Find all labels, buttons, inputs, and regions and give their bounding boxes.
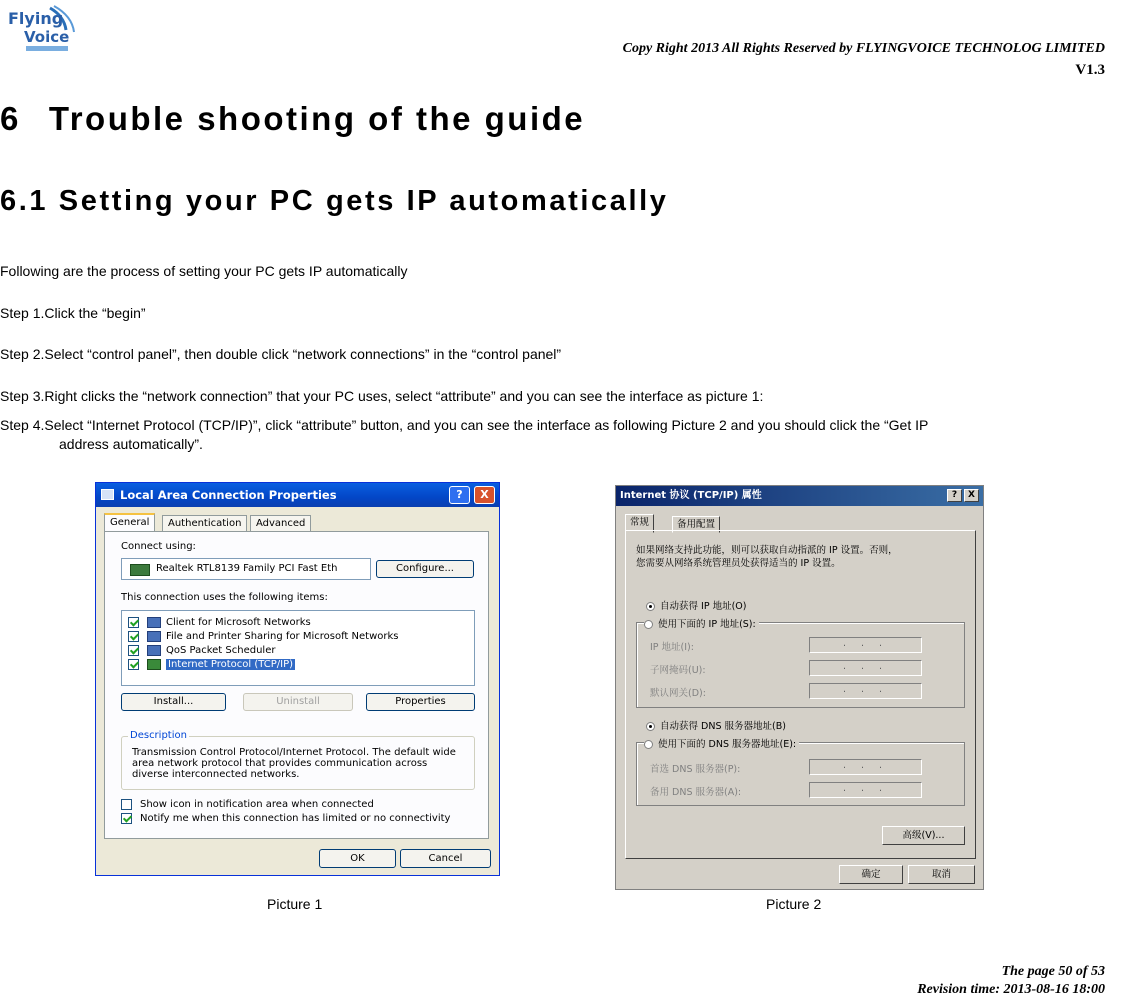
logo-text-flying: Flying (8, 9, 64, 28)
alternate-dns-field[interactable]: . . . (809, 782, 922, 798)
manual-dns-option[interactable] (644, 736, 799, 750)
section-heading (0, 100, 585, 138)
intro-paragraph: Following are the process of setting your PC gets IP automatically (0, 263, 408, 279)
gateway-field[interactable]: . . . (809, 683, 922, 699)
section-title: Trouble shooting of the guide (48, 100, 586, 137)
dialog-title: Local Area Connection Properties (120, 488, 337, 502)
list-item-label-selected: Internet Protocol (TCP/IP) (168, 659, 294, 670)
intro-line-1: 如果网络支持此功能，则可以获取自动指派的 IP 设置。否则， (636, 545, 898, 556)
adapter-field (121, 558, 371, 580)
ok-button[interactable]: OK (319, 849, 396, 868)
show-icon-option[interactable] (121, 798, 374, 812)
alternate-dns-label: 备用 DNS 服务器(A): (650, 787, 742, 798)
tab-alternate-config[interactable]: 备用配置 (672, 516, 720, 533)
subnet-mask-label: 子网掩码(U): (650, 665, 706, 676)
file-sharing-icon (147, 631, 161, 642)
properties-button[interactable]: Properties (366, 693, 475, 711)
list-item-label: QoS Packet Scheduler (166, 645, 276, 656)
ip-address-label: IP 地址(I): (650, 642, 694, 653)
notify-option[interactable] (121, 812, 450, 826)
step-1: Step 1.Click the “begin” (0, 305, 146, 321)
auto-ip-option[interactable] (646, 598, 746, 612)
manual-ip-label: 使用下面的 IP 地址(S): (658, 619, 756, 630)
list-item-label: Client for Microsoft Networks (166, 617, 311, 628)
step-4: Step 4.Select “Internet Protocol (TCP/IP)”, click “attribute” button, and you can see the interface as following Picture 2 and you should click the “Get IP (0, 417, 929, 433)
checkbox-checked[interactable] (128, 659, 139, 670)
ip-address-field[interactable]: . . . (809, 637, 922, 653)
close-button[interactable]: X (964, 489, 979, 502)
close-button[interactable]: X (474, 486, 495, 504)
dialog-titlebar (616, 486, 983, 506)
list-item[interactable] (128, 658, 295, 672)
page-number: The page 50 of 53 (1001, 964, 1105, 979)
ok-button[interactable]: 确定 (839, 865, 903, 884)
manual-dns-label: 使用下面的 DNS 服务器地址(E): (658, 739, 797, 750)
checkbox-checked[interactable] (128, 631, 139, 642)
step-3: Step 3.Right clicks the “network connection” that your PC uses, select “attribute” and you can see the interface as picture 1: (0, 388, 764, 404)
dialog-titlebar (96, 483, 499, 507)
adapter-name: Realtek RTL8139 Family PCI Fast Eth (156, 563, 338, 574)
tab-authentication[interactable]: Authentication (162, 515, 247, 531)
advanced-button[interactable]: 高级(V)... (882, 826, 965, 845)
auto-ip-label: 自动获得 IP 地址(O) (660, 601, 747, 612)
logo-text-voice: Voice (24, 28, 70, 46)
scheduler-icon (147, 645, 161, 656)
uninstall-button[interactable]: Uninstall (243, 693, 353, 711)
notify-label: Notify me when this connection has limited or no connectivity (140, 813, 451, 824)
list-item[interactable] (128, 644, 275, 658)
list-item-label: File and Printer Sharing for Microsoft Networks (166, 631, 399, 642)
description-text: Transmission Control Protocol/Internet Protocol. The default wide area network protocol that provides communication across diverse interconnected networks. (132, 747, 456, 780)
section-number: 6 (0, 100, 21, 137)
description-label: Description (130, 730, 187, 741)
picture-2-tcpip-properties-dialog (615, 485, 984, 890)
document-version: V1.3 (1075, 62, 1105, 78)
install-button[interactable]: Install... (121, 693, 226, 711)
network-icon (101, 489, 114, 500)
manual-ip-option[interactable] (644, 616, 759, 630)
picture-2-caption: Picture 2 (766, 896, 822, 912)
checkbox-checked[interactable] (121, 813, 132, 824)
gateway-label: 默认网关(D): (650, 688, 706, 699)
radio-unselected[interactable] (644, 620, 653, 629)
help-button[interactable]: ? (449, 486, 470, 504)
radio-selected[interactable] (646, 602, 655, 611)
radio-unselected[interactable] (644, 740, 653, 749)
general-tab-panel (625, 530, 976, 859)
radio-selected[interactable] (646, 722, 655, 731)
cancel-button[interactable]: 取消 (908, 865, 975, 884)
checkbox-checked[interactable] (128, 645, 139, 656)
preferred-dns-field[interactable]: . . . (809, 759, 922, 775)
configure-button[interactable]: Configure... (376, 560, 474, 578)
client-icon (147, 617, 161, 628)
cancel-button[interactable]: Cancel (400, 849, 491, 868)
checkbox-checked[interactable] (128, 617, 139, 628)
help-button[interactable]: ? (947, 489, 962, 502)
intro-line-2: 您需要从网络系统管理员处获得适当的 IP 设置。 (636, 558, 841, 569)
general-tab-panel (104, 531, 489, 839)
component-list (121, 610, 475, 686)
show-icon-label: Show icon in notification area when connected (140, 799, 374, 810)
auto-dns-option[interactable] (646, 718, 786, 732)
picture-1-caption: Picture 1 (267, 896, 323, 912)
revision-time: Revision time: 2013-08-16 18:00 (917, 982, 1105, 997)
list-item[interactable] (128, 616, 311, 630)
protocol-icon (147, 659, 161, 670)
copyright-notice: Copy Right 2013 All Rights Reserved by FLYINGVOICE TECHNOLOG LIMITED (622, 41, 1105, 56)
auto-dns-label: 自动获得 DNS 服务器地址(B) (660, 721, 786, 732)
subsection-heading: 6.1 Setting your PC gets IP automatically (0, 185, 669, 217)
tab-advanced[interactable]: Advanced (250, 515, 311, 531)
flyingvoice-logo (6, 4, 76, 56)
description-group (121, 730, 475, 790)
network-card-icon (130, 564, 150, 576)
checkbox-unchecked[interactable] (121, 799, 132, 810)
list-item[interactable] (128, 630, 399, 644)
dialog-title: Internet 协议 (TCP/IP) 属性 (620, 490, 762, 501)
step-4-continued: address automatically”. (59, 436, 203, 452)
tab-general[interactable]: General (104, 513, 155, 533)
items-label: This connection uses the following items: (121, 592, 328, 603)
connect-using-label: Connect using: (121, 541, 196, 552)
preferred-dns-label: 首选 DNS 服务器(P): (650, 764, 741, 775)
subnet-mask-field[interactable]: . . . (809, 660, 922, 676)
step-2: Step 2.Select “control panel”, then double click “network connections” in the “control panel” (0, 346, 562, 362)
tab-general-cn[interactable]: 常规 (625, 514, 654, 533)
picture-1-lan-properties-dialog (95, 482, 500, 876)
